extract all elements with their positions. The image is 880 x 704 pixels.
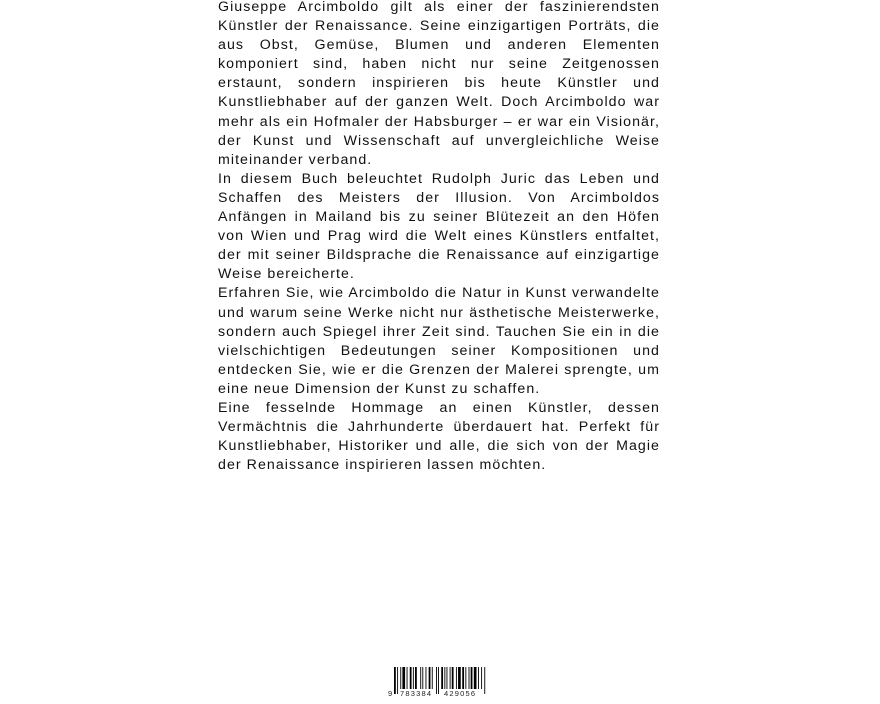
barcode-bar xyxy=(426,667,427,689)
isbn-barcode xyxy=(385,666,489,698)
barcode-bar xyxy=(402,667,405,689)
back-cover-blurb xyxy=(218,0,660,475)
barcode-bar xyxy=(478,667,479,689)
barcode-bar xyxy=(413,667,414,689)
barcode-bar xyxy=(429,667,431,689)
barcode-bar xyxy=(462,667,464,689)
barcode-bar xyxy=(474,667,477,689)
barcode-digits-left: 783384 xyxy=(400,689,431,698)
barcode-bar xyxy=(444,667,445,689)
barcode-bar xyxy=(441,667,443,689)
barcode-bar xyxy=(410,667,412,689)
barcode-bar xyxy=(397,667,398,694)
barcode-bar xyxy=(436,667,437,694)
barcode-bar xyxy=(432,667,433,689)
barcode-bar xyxy=(469,667,470,689)
barcode-bar xyxy=(394,667,396,694)
barcode-bar xyxy=(484,667,485,694)
barcode-bar xyxy=(407,667,408,689)
barcode-bar xyxy=(420,667,421,689)
barcode-bar xyxy=(447,667,448,689)
barcode-bar xyxy=(452,667,454,689)
barcode-bar xyxy=(481,667,482,689)
barcode-bar xyxy=(400,667,401,689)
barcode-bar xyxy=(471,667,473,689)
blurb-paragraph-3: Erfahren Sie, wie Arcimboldo die Natur in Kunst verwandelte und warum seine Werke nicht nur ästhetische Meisterwerke, sondern auch Spiegel ihrer Zeit sind. Tauchen Sie ein in die vielschichtigen Bedeutungen seiner Kompositionen und entdecken Sie, wie er die Grenzen der Malerei sprengte, um eine neue Dimension der Kunst zu schaffen. xyxy=(218,285,660,397)
blurb-paragraph-2: In diesem Buch beleuchtet Rudolph Juric das Leben und Schaffen des Meisters der Illusion. Von Arcimboldos Anfängen in Mailand bis zu seiner Blütezeit an den Höfen von Wien und Prag wird die Welt eines Künstlers entfaltet, der mit seiner Bildsprache die Renaissance auf einzigartige Weise bereicherte. xyxy=(218,170,660,283)
barcode-bar xyxy=(415,667,417,689)
barcode-digit-first: 9 xyxy=(388,689,393,698)
barcode-bar xyxy=(422,667,423,689)
barcode-bar xyxy=(438,667,439,694)
barcode-bar xyxy=(465,667,466,689)
barcode-bar xyxy=(450,667,451,689)
blurb-paragraph-1: Giuseppe Arcimboldo gilt als einer der faszinierendsten Künstler der Renaissance. Seine einzigartigen Porträts, die aus Obst, Gemüse, Blumen und anderen Elementen komponiert sind, haben nicht nur seine Zeitgenossen erstaunt, sondern inspirieren bis heute Künstler und Kunstliebhaber auf der ganzen Welt. Doch Arcimboldo war mehr als ein Hofmaler der Habsburger – er war ein Visionär, der Kunst und Wissenschaft auf unvergleichliche Weise miteinander verband. xyxy=(218,0,660,168)
barcode-digits-right: 429056 xyxy=(444,689,475,698)
barcode-bar xyxy=(456,667,457,689)
blurb-paragraph-4: Eine fesselnde Hommage an einen Künstler, dessen Vermächtnis die Jahrhunderte überdauert hat. Perfekt für Kunstliebhaber, Historiker und alle, die sich von der Magie der Renaissance inspirieren lassen möchten. xyxy=(218,399,660,474)
barcode-graphic xyxy=(385,666,489,698)
barcode-bar xyxy=(458,667,461,689)
